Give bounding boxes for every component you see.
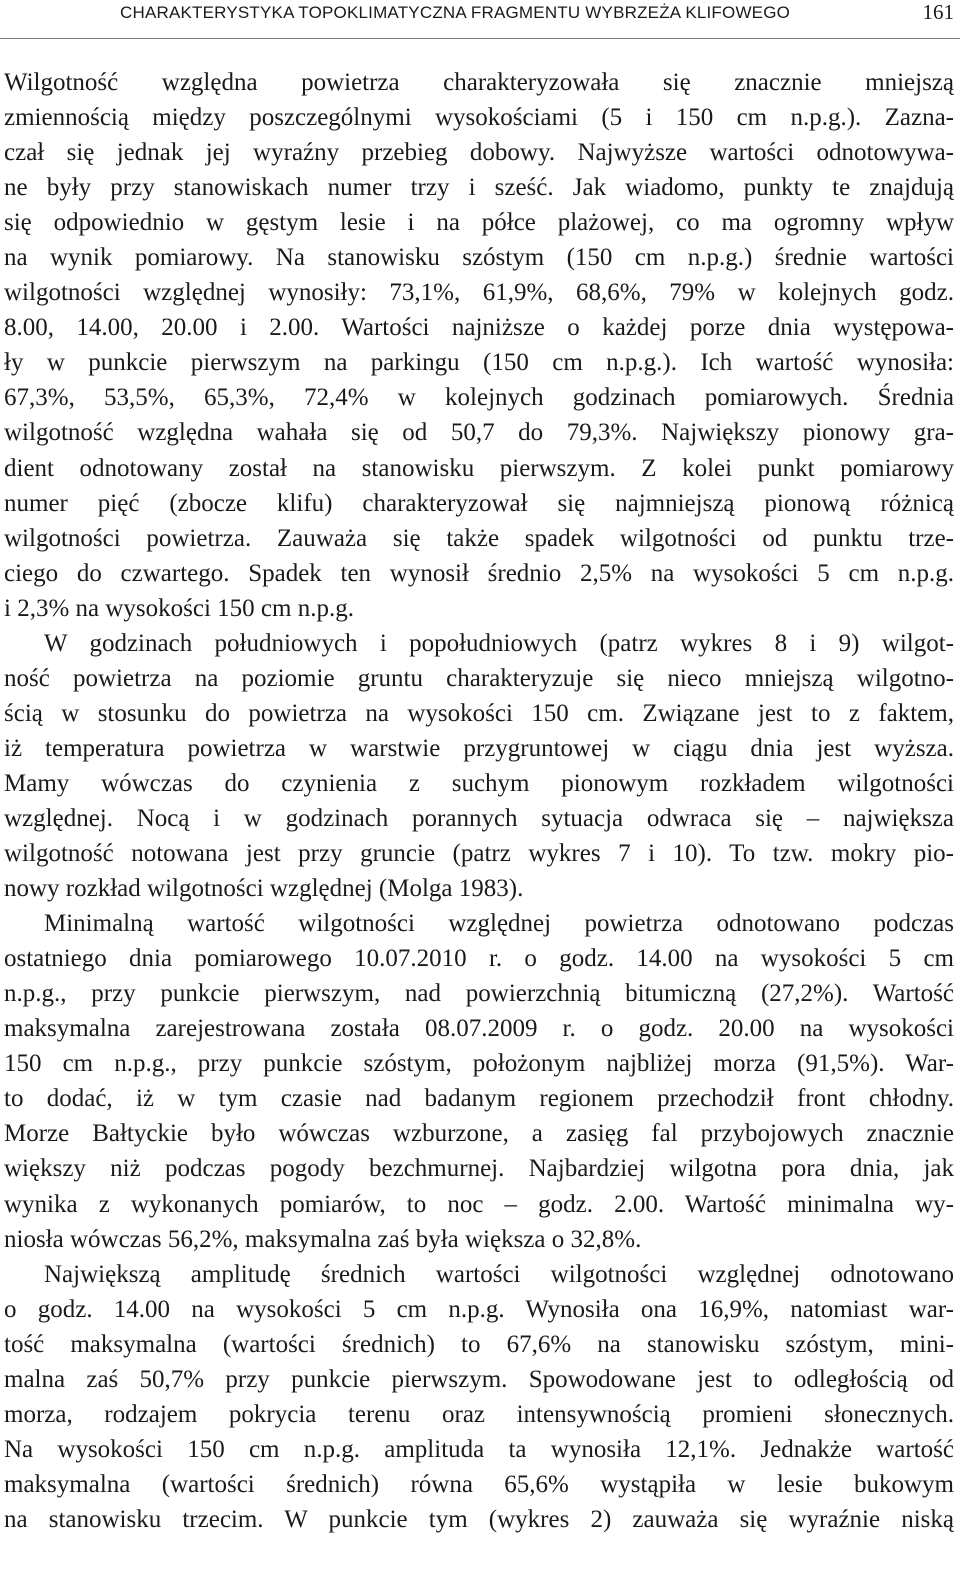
text-line: większy niż podczas pogody bezchmurnej. Najbardziej wilgotna pora dnia, jak xyxy=(4,1155,954,1183)
text-line: 150 cm n.p.g., przy punkcie szóstym, położonym najbliżej morza (91,5%). War- xyxy=(4,1050,954,1078)
text-line: malna zaś 50,7% przy punkcie pierwszym. Spowodowane jest to odległością od xyxy=(4,1365,954,1393)
text-line: zmiennością między poszczególnymi wysokościami (5 i 150 cm n.p.g.). Zazna- xyxy=(4,104,954,132)
text-line: nowy rozkład wilgotności względnej (Molga 1983). xyxy=(4,875,524,903)
text-line: wilgotność względna wahała się od 50,7 do 79,3%. Największy pionowy gra- xyxy=(4,419,954,447)
paragraph xyxy=(4,65,954,626)
body-text xyxy=(4,65,954,1537)
running-header-title: CHARAKTERYSTYKA TOPOKLIMATYCZNA FRAGMENTU WYBRZEŻA KLIFOWEGO xyxy=(120,3,791,22)
text-line: niosła wówczas 56,2%, maksymalna zaś była większa o 32,8%. xyxy=(4,1225,642,1253)
text-line: Minimalną wartość wilgotności względnej powietrza odnotowano podczas xyxy=(44,910,954,938)
text-line: W godzinach południowych i popołudniowych (patrz wykres 8 i 9) wilgot- xyxy=(44,629,954,657)
text-line: n.p.g., przy punkcie pierwszym, nad powierzchnią bitumiczną (27,2%). Wartość xyxy=(4,980,954,1008)
text-line: numer pięć (zbocze klifu) charakteryzował się najmniejszą pionową różnicą xyxy=(4,489,954,517)
text-line: wilgotność notowana jest przy gruncie (patrz wykres 7 i 10). To tzw. mokry pio- xyxy=(4,840,954,868)
text-line: i 2,3% na wysokości 150 cm n.p.g. xyxy=(4,594,354,622)
text-line: to dodać, iż w tym czasie nad badanym regionem przechodził front chłodny. xyxy=(4,1085,954,1113)
text-line: o godz. 14.00 na wysokości 5 cm n.p.g. Wynosiła ona 16,9%, natomiast war- xyxy=(4,1295,954,1323)
text-line: się odpowiednio w gęstym lesie i na półce plażowej, co ma ogromny wpływ xyxy=(4,209,954,237)
text-line: Wilgotność względna powietrza charakteryzowała się znacznie mniejszą xyxy=(4,69,954,96)
text-line: Mamy wówczas do czynienia z suchym pionowym rozkładem wilgotności xyxy=(4,769,954,797)
text-line: ciego do czwartego. Spadek ten wynosił średnio 2,5% na wysokości 5 cm n.p.g. xyxy=(4,559,954,587)
page-number: 161 xyxy=(922,0,954,24)
text-line: ność powietrza na poziomie gruntu charakteryzuje się nieco mniejszą wilgotno- xyxy=(4,664,954,692)
text-line: morza, rodzajem pokrycia terenu oraz intensywnością promieni słonecznych. xyxy=(4,1400,954,1428)
text-line: ły w punkcie pierwszym na parkingu (150 cm n.p.g.). Ich wartość wynosiła: xyxy=(4,349,954,377)
text-line: względnej. Nocą i w godzinach porannych sytuacja odwraca się – największa xyxy=(4,804,954,832)
text-line: iż temperatura powietrza w warstwie przygruntowej w ciągu dnia jest wyższa. xyxy=(4,734,954,762)
paragraph xyxy=(4,906,954,1256)
text-line: ostatniego dnia pomiarowego 10.07.2010 r. o godz. 14.00 na wysokości 5 cm xyxy=(4,945,954,973)
text-line: maksymalna (wartości średnich) równa 65,6% wystąpiła w lesie bukowym xyxy=(4,1470,954,1498)
text-line: dient odnotowany został na stanowisku pierwszym. Z kolei punkt pomiarowy xyxy=(4,454,954,482)
text-line: Największą amplitudę średnich wartości wilgotności względnej odnotowano xyxy=(44,1260,954,1288)
text-line: ne były przy stanowiskach numer trzy i sześć. Jak wiadomo, punkty te znajdują xyxy=(4,174,954,202)
paragraph xyxy=(4,1257,954,1537)
text-line: wynika z wykonanych pomiarów, to noc – godz. 2.00. Wartość minimalna wy- xyxy=(4,1190,954,1218)
text-line: maksymalna zarejestrowana została 08.07.2009 r. o godz. 20.00 na wysokości xyxy=(4,1015,954,1043)
text-line: Morze Bałtyckie było wówczas wzburzone, a zasięg fal przybojowych znacznie xyxy=(4,1120,954,1148)
text-line: 8.00, 14.00, 20.00 i 2.00. Wartości najniższe o każdej porze dnia występowa- xyxy=(4,314,954,342)
header-divider xyxy=(0,38,960,39)
text-line: na stanowisku trzecim. W punkcie tym (wykres 2) zauważa się wyraźnie niską xyxy=(4,1505,954,1533)
text-line: na wynik pomiarowy. Na stanowisku szóstym (150 cm n.p.g.) średnie wartości xyxy=(4,244,954,272)
text-line: czał się jednak jej wyraźny przebieg dobowy. Najwyższe wartości odnotowywa- xyxy=(4,139,954,167)
paragraph xyxy=(4,626,954,906)
text-line: wilgotności powietrza. Zauważa się także spadek wilgotności od punktu trze- xyxy=(4,524,954,552)
text-line: tość maksymalna (wartości średnich) to 67,6% na stanowisku szóstym, mini- xyxy=(4,1330,954,1358)
text-line: wilgotności względnej wynosiły: 73,1%, 61,9%, 68,6%, 79% w kolejnych godz. xyxy=(4,279,954,307)
text-line: 67,3%, 53,5%, 65,3%, 72,4% w kolejnych godzinach pomiarowych. Średnia xyxy=(4,384,954,412)
text-line: ścią w stosunku do powietrza na wysokości 150 cm. Związane jest to z faktem, xyxy=(4,699,954,727)
text-line: Na wysokości 150 cm n.p.g. amplituda ta wynosiła 12,1%. Jednakże wartość xyxy=(4,1435,954,1463)
